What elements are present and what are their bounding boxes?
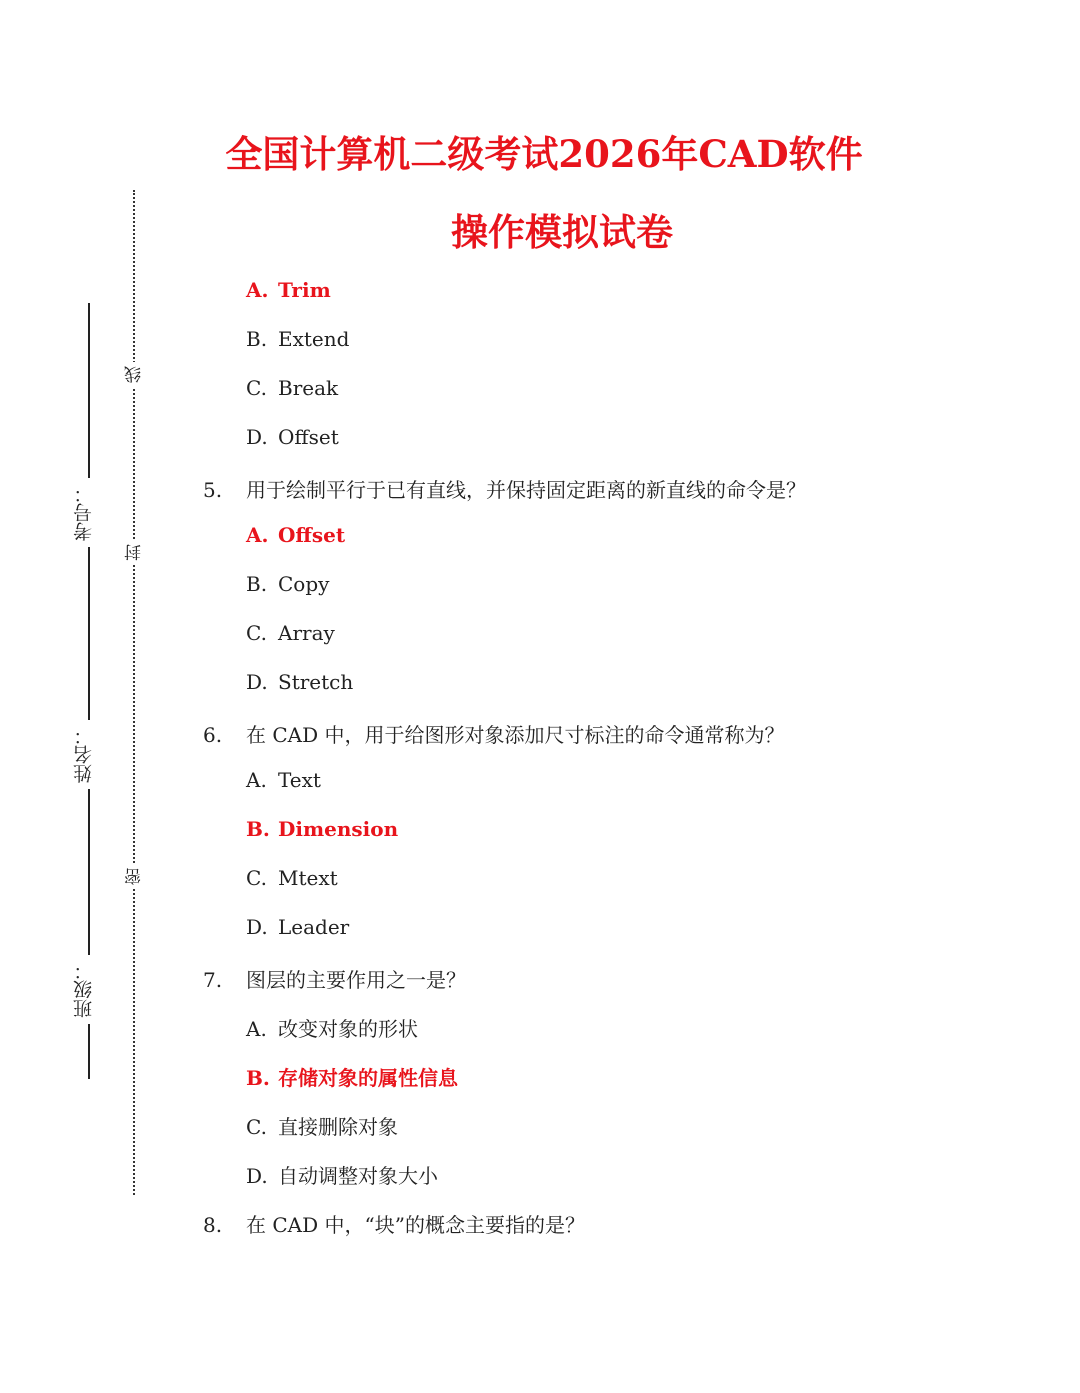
class-field[interactable]: 班级： xyxy=(70,955,97,1024)
question-number: 8. xyxy=(203,1213,223,1237)
option-text: Offset xyxy=(278,425,339,449)
option-letter: B. xyxy=(246,327,268,351)
binding-marker-line: 线 xyxy=(122,362,147,387)
question-5 xyxy=(203,474,806,503)
option-text: Leader xyxy=(278,915,350,939)
option-text: Copy xyxy=(278,572,330,596)
option-text: Offset xyxy=(278,523,346,547)
question-number: 6. xyxy=(203,723,223,747)
option-letter: C. xyxy=(246,621,267,645)
q4-option-d xyxy=(246,425,339,449)
q4-option-b xyxy=(246,327,349,351)
option-text: Break xyxy=(278,376,339,400)
option-letter: D. xyxy=(246,425,268,449)
option-letter: A. xyxy=(246,1017,267,1041)
binding-dotted-line xyxy=(133,190,135,1195)
name-field[interactable]: 姓名： xyxy=(70,720,97,789)
q7-option-d xyxy=(246,1160,438,1189)
q7-option-b xyxy=(246,1062,458,1091)
option-letter: C. xyxy=(246,376,267,400)
q4-option-a xyxy=(246,278,331,302)
exam-number-field[interactable]: 考号： xyxy=(70,478,97,547)
option-text: Dimension xyxy=(278,817,399,841)
q6-option-d xyxy=(246,915,349,939)
option-letter: B. xyxy=(246,817,270,841)
question-text: 图层的主要作用之一是？ xyxy=(246,968,466,992)
q5-option-c xyxy=(246,621,335,645)
option-letter: D. xyxy=(246,1164,268,1188)
question-number: 5. xyxy=(203,478,223,502)
q5-option-a xyxy=(246,523,345,547)
binding-marker-seal: 封 xyxy=(122,540,147,565)
option-text: Extend xyxy=(278,327,350,351)
option-letter: D. xyxy=(246,670,268,694)
option-text: 改变对象的形状 xyxy=(278,1017,418,1041)
option-text: 存储对象的属性信息 xyxy=(278,1066,458,1090)
option-text: Text xyxy=(278,768,321,792)
q6-option-a xyxy=(246,768,321,792)
option-text: 直接删除对象 xyxy=(278,1115,398,1139)
q6-option-b xyxy=(246,817,398,841)
option-text: Trim xyxy=(278,278,331,302)
q5-option-d xyxy=(246,670,353,694)
option-text: 自动调整对象大小 xyxy=(278,1164,438,1188)
option-letter: C. xyxy=(246,866,267,890)
exam-title-line1: 全国计算机二级考试2026年CAD软件 xyxy=(225,132,863,176)
option-letter: A. xyxy=(246,278,269,302)
question-text: 在 CAD 中，用于给图形对象添加尺寸标注的命令通常称为？ xyxy=(246,723,785,747)
option-letter: B. xyxy=(246,572,268,596)
option-text: Array xyxy=(278,621,335,645)
question-text: 在 CAD 中，“块”的概念主要指的是？ xyxy=(246,1213,585,1237)
option-letter: D. xyxy=(246,915,268,939)
q5-option-b xyxy=(246,572,329,596)
question-6 xyxy=(203,719,785,748)
option-letter: B. xyxy=(246,1066,270,1090)
q4-option-c xyxy=(246,376,338,400)
binding-marker-secret: 密 xyxy=(122,864,147,889)
option-text: Mtext xyxy=(278,866,338,890)
q7-option-c xyxy=(246,1111,398,1140)
option-letter: A. xyxy=(246,523,269,547)
question-8 xyxy=(203,1209,585,1238)
option-letter: A. xyxy=(246,768,267,792)
option-text: Stretch xyxy=(278,670,354,694)
option-letter: C. xyxy=(246,1115,267,1139)
question-text: 用于绘制平行于已有直线，并保持固定距离的新直线的命令是？ xyxy=(246,478,806,502)
q7-option-a xyxy=(246,1013,418,1042)
q6-option-c xyxy=(246,866,338,890)
exam-title-line2: 操作模拟试卷 xyxy=(451,210,673,254)
question-number: 7. xyxy=(203,968,223,992)
question-7 xyxy=(203,964,466,993)
